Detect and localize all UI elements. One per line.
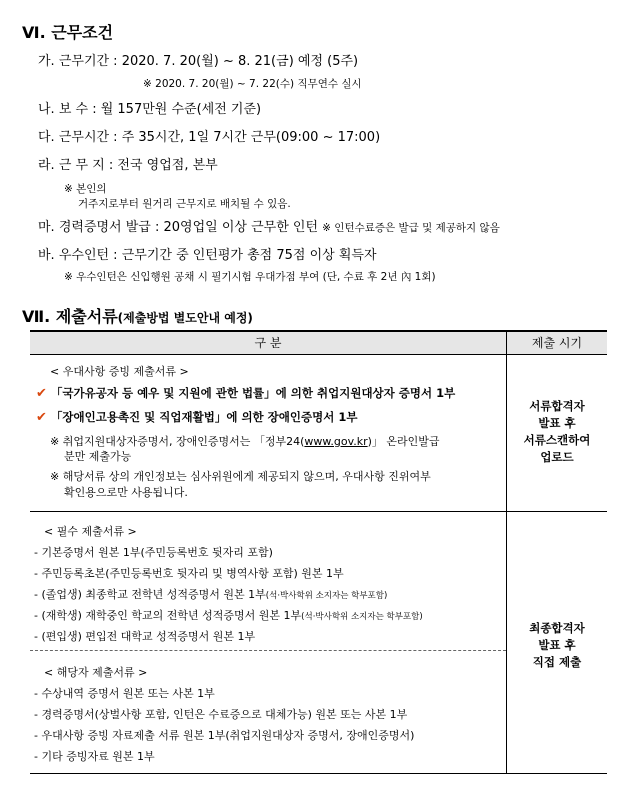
col-category-header: 구 분 (30, 330, 506, 355)
dashed-divider (30, 650, 506, 651)
table-bottom-border (30, 773, 607, 774)
preference-note-1: ※ 취업지원대상자증명서, 장애인증명서는 「정부24(www.gov.kr)」 온라인발급 (50, 435, 440, 448)
preference-note-2: ※ 해당서류 상의 개인정보는 심사위원에게 제공되지 않으며, 우대사항 진위여부 (50, 470, 431, 483)
pay: 나. 보 수 : 월 157만원 수준(세전 기준) (38, 102, 262, 117)
work-location: 라. 근 무 지 : 전국 영업점, 본부 (38, 158, 218, 173)
checkmark-icon: ✔ (36, 386, 47, 401)
preference-note-2-cont: 확인용으로만 사용됩니다. (64, 486, 188, 499)
required-item: - 기본증명서 원본 1부(주민등록번호 뒷자리 포함) (34, 546, 273, 559)
certificate-note: ※ 인턴수료증은 발급 및 제공하지 않음 (322, 222, 500, 234)
conditional-item: - 우대사항 증빙 자료제출 서류 원본 1부(취업지원대상자 증명서, 장애인증명서) (34, 729, 415, 742)
documents-table (30, 330, 607, 774)
block1-submit-time: 서류합격자 발표 후 서류스캔하여 업로드 (523, 399, 591, 464)
conditional-item: - 경력증명서(상벌사항 포함, 인턴은 수료증으로 대체가능) 원본 또는 사본 1부 (34, 708, 408, 721)
excellent-intern-note: ※ 우수인턴은 신입행원 공채 시 필기시험 우대가점 부여 (단, 수료 후 2년 內 1회) (64, 271, 436, 283)
conditional-item: - 수상내역 증명서 원본 또는 사본 1부 (34, 687, 215, 700)
work-period: 가. 근무기간 : 2020. 7. 20(월) ~ 8. 21(금) 예정 (5주) (38, 54, 359, 69)
section6-title: Ⅵ. 근무조건 (22, 23, 114, 42)
work-period-note: ※ 2020. 7. 20(월) ~ 7. 22(수) 직무연수 실시 (143, 78, 362, 90)
preference-note-1-cont: 분만 제출가능 (64, 450, 132, 463)
preference-check-2: ✔ 「장애인고용촉진 및 직업재활법」에 의한 장애인증명서 1부 (36, 410, 358, 425)
required-item: - 주민등록초본(주민등록번호 뒷자리 및 병역사항 포함) 원본 1부 (34, 567, 344, 580)
location-note-2: 거주지로부터 원거리 근무지로 배치될 수 있음. (78, 198, 291, 210)
required-item: - (재학생) 재학중인 학교의 전학년 성적증명서 원본 1부(석·박사학위 소지자는 학부포함) (34, 609, 423, 622)
section7-title: Ⅶ. 제출서류(제출방법 별도안내 예정) (22, 307, 253, 326)
gov24-link[interactable]: www.gov.kr (304, 435, 368, 448)
certificate-text: 마. 경력증명서 발급 : 20영업일 이상 근무한 인턴 (38, 220, 319, 235)
column-divider (506, 330, 507, 774)
block2-submit-time: 최종합격자 발표 후 직접 제출 (529, 621, 585, 669)
required-item: - (편입생) 편입전 대학교 성적증명서 원본 1부 (34, 630, 256, 643)
required-item: - (졸업생) 최종학교 전학년 성적증명서 원본 1부(석·박사학위 소지자는 학부포함) (34, 588, 388, 601)
location-note-1: ※ 본인의 (64, 183, 107, 195)
required-heading: < 필수 제출서류 > (44, 525, 137, 538)
excellent-intern: 바. 우수인턴 : 근무기간 중 인턴평가 총점 75점 이상 획득자 (38, 248, 377, 263)
certificate (38, 216, 500, 235)
row-divider (30, 511, 607, 512)
checkmark-icon: ✔ (36, 410, 47, 425)
conditional-item: - 기타 증빙자료 원본 1부 (34, 750, 155, 763)
work-hours: 다. 근무시간 : 주 35시간, 1일 7시간 근무(09:00 ~ 17:00) (38, 130, 381, 145)
preference-check-1: ✔ 「국가유공자 등 예우 및 지원에 관한 법률」에 의한 취업지원대상자 증명서 1부 (36, 386, 456, 401)
col-time-header: 제출 시기 (507, 330, 607, 355)
preference-heading: < 우대사항 증빙 제출서류 > (50, 365, 189, 378)
conditional-heading: < 해당자 제출서류 > (44, 666, 148, 679)
